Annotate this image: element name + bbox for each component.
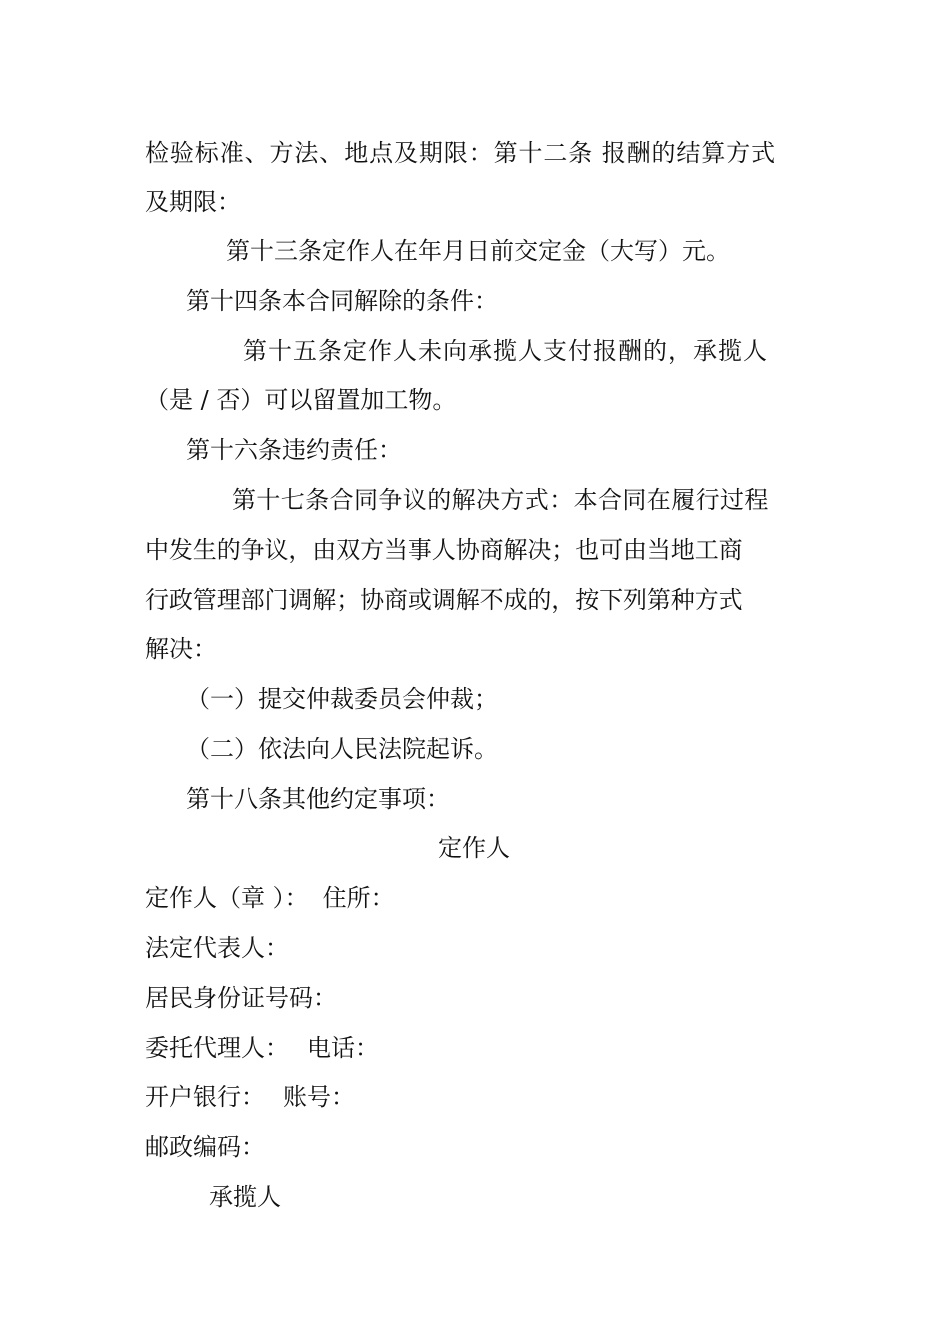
clause-16: 第十六条违约责任：	[186, 436, 402, 464]
party1-address-label: 住所：	[322, 884, 395, 912]
dispute-option-2: （二）依法向人民法院起诉。	[186, 735, 498, 763]
clause-14: 第十四条本合同解除的条件：	[186, 287, 498, 315]
clause-11-line-2: 及期限：	[145, 188, 241, 216]
party1-agent-label: 委托代理人：	[145, 1034, 289, 1062]
party1-phone-label: 电话：	[307, 1034, 379, 1062]
clause-15-line-1: 第十五条定作人未向承揽人支付报酬的，承揽人	[243, 337, 768, 365]
clause-17-line-1: 第十七条合同争议的解决方式：本合同在履行过程	[232, 486, 769, 514]
clause-17-line-2: 中发生的争议，由双方当事人协商解决；也可由当地工商	[145, 536, 743, 564]
party1-seal-label: 定作人（章 ）：	[145, 884, 309, 912]
clause-13: 第十三条定作人在年月日前交定金（大写）元。	[226, 237, 730, 265]
clause-17-line-3: 行政管理部门调解；协商或调解不成的，按下列第种方式	[145, 586, 743, 614]
party1-agent-row	[145, 1033, 379, 1063]
party1-heading: 定作人	[438, 834, 510, 862]
party1-legal-rep-label: 法定代表人：	[145, 934, 289, 962]
party1-bank-label: 开户银行：	[145, 1083, 265, 1111]
party1-seal-row	[145, 883, 395, 913]
party2-heading: 承揽人	[209, 1183, 281, 1211]
party1-account-label: 账号：	[283, 1083, 355, 1111]
party1-bank-row	[145, 1082, 355, 1112]
dispute-option-1: （一）提交仲裁委员会仲裁；	[186, 685, 498, 713]
clause-18: 第十八条其他约定事项：	[186, 785, 450, 813]
party1-id-label: 居民身份证号码：	[145, 984, 337, 1012]
party1-postcode-label: 邮政编码：	[145, 1133, 265, 1161]
clause-17-line-4: 解决：	[145, 635, 217, 663]
clause-11-line-1: 检验标准、方法、地点及期限：第十二条 报酬的结算方式	[145, 139, 777, 167]
clause-15-line-2: （是 / 否）可以留置加工物。	[145, 386, 457, 414]
